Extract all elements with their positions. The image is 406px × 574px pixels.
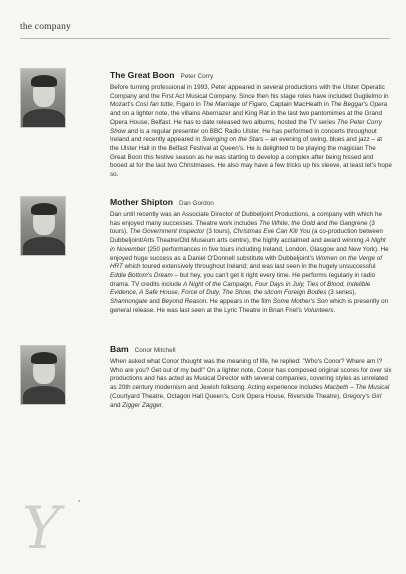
header-rule [20, 38, 390, 39]
bio-text: Before turning professional in 1993, Peter appeared in several productions with the Ulster Operatic Company and the First Act Musical Company. Since then his stage roles have included Guglielmo in Mozart's Così fan tutte, Figaro in The Marriage of Figaro, Captain MacHeath in The Beggar's Opera and on a lighter note, the villains Abernazer and King Rat in the last two pantomimes at the Grand Opera House, Belfast. He has to date released two albums, hosted the TV series The Peter Corry Show and is a regular presenter on BBC Radio Ulster. He has performed in concerts throughout Ireland and recently appeared in Swinging on the Stars – an evening of swing, blues and jazz – at the Ulster Hall in the Belfast Festival at Queen's. He is delighted to be playing the magician The Great Boon this festive season as he was starting to develop a complex after being hissed and booed at for the last two Christmases. He also may have a few tricks up his sleeve, at least let's hope so. [110, 84, 392, 179]
actor-name: Peter Corry [180, 73, 214, 80]
role-name: Bam [110, 344, 129, 354]
cast-entry-great-boon [110, 68, 392, 180]
decorative-monogram-y: Y [21, 494, 61, 562]
actor-name: Dan Gordon [179, 200, 214, 207]
actor-name: Conor Mitchell [134, 347, 176, 354]
bio-text: When asked what Conor thought was the meaning of life, he replied: "Who's Conor? Where am I? Who are you? Get out of my bed!" On a lighter note, Conor has composed original scores for over six productions and has acted as Musical Director with several companies, covering styles as unrelated as 20th century modernism and Jewish folksong. Acting experience includes Macbeth – The Musical (Courtyard Theatre, Octagon Hall Queen's, Cork Opera House, Riverside Theatre), Gregory's Girl and Zigger Zagger. [110, 358, 392, 409]
bio-text: Dan until recently was an Associate Director of Dubbeljoint Productions, a company with which he has enjoyed many successes. Theatre work includes The White, the Gold and the Gangrene (3 tours), The Government Inspector (3 tours), Christmas Eve Can Kill You (a co-production between Dubbeljoint/Arts Theatre/Old Museum arts centre), the highly acclaimed and award winning A Night in November (250 performances in five tours including Ireland, London, Glasgow and New York). He enjoyed huge success as a Daniel O'Donnell substitute with Dubbeljoint's Women on the Verge of HRT which toured extensively throughout Ireland; and was last seen in the hugely unsuccessful Eddie Bottom's Dream – but hey, you can't get it right every time. He performs regularly in radio drama. TV credits include A Night of the Campaign, Four Days in July, Ties of Blood, Indelible Evidence, A Safe House, Force of Duty, The Show, the sitcom Foreign Bodies (3 series), Shannongate and Beyond Reason. He appears in the film Some Mother's Son which is presently on general release. He was last seen at the Lyric Theatre in Brian Friel's Volunteers. [110, 211, 389, 314]
role-name: The Great Boon [110, 70, 175, 80]
decorative-dot [78, 500, 80, 502]
name-line [110, 68, 392, 82]
actor-photo-dan-gordon [20, 196, 66, 256]
role-name: Mother Shipton [110, 197, 174, 207]
cast-entry-mother-shipton [110, 195, 392, 315]
name-line [110, 342, 392, 356]
section-title: the company [20, 22, 72, 32]
actor-photo-conor-mitchell [20, 345, 66, 405]
actor-photo-peter-corry [20, 68, 66, 128]
name-line [110, 195, 392, 209]
cast-entry-bam [110, 342, 392, 410]
